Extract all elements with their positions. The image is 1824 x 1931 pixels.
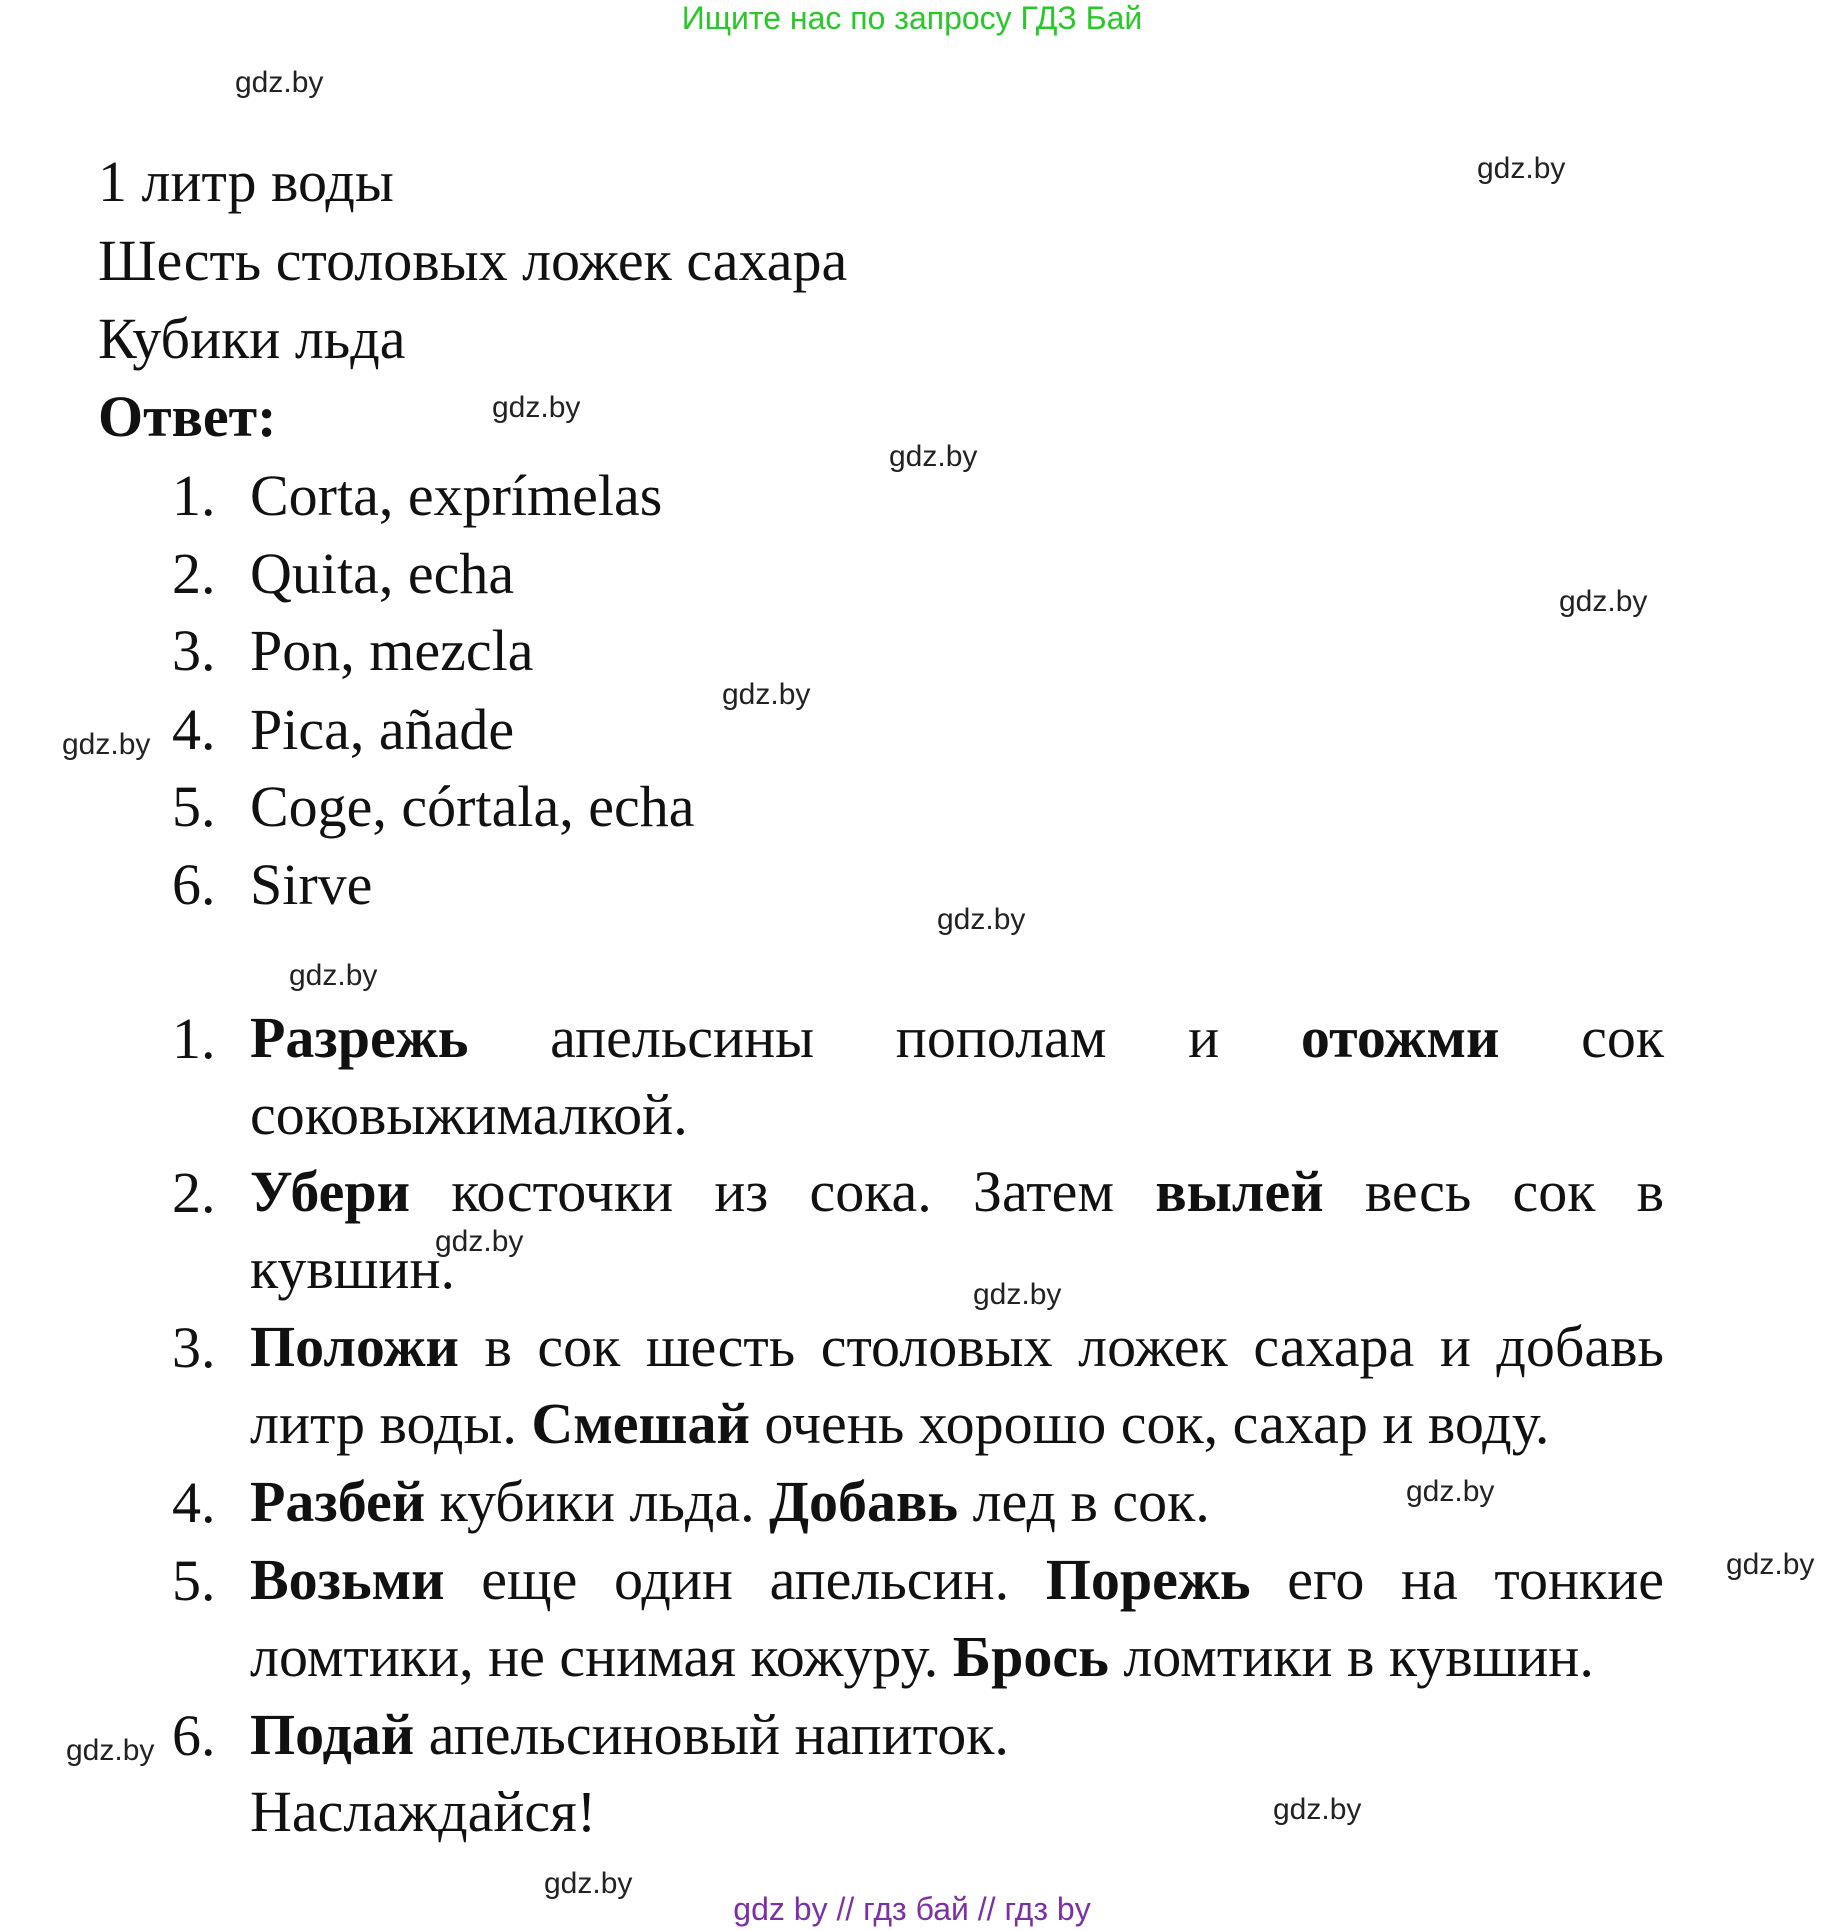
step-verb: Убери — [250, 1159, 411, 1224]
ingredient-water: 1 литр воды — [98, 149, 394, 214]
step-verb: Разрежь — [250, 1005, 469, 1070]
watermark: gdz.by — [289, 959, 378, 992]
short-answer-text: Pica, añade — [250, 697, 515, 762]
step-verb: вылей — [1155, 1159, 1324, 1224]
watermark: gdz.by — [492, 391, 581, 424]
step-verb: отожми — [1300, 1005, 1500, 1070]
step-number: 4. — [172, 1470, 216, 1535]
step-text: Убери косточки из сока. Затем вылей весь сок в кувшин. — [250, 1159, 1664, 1301]
ingredient-sugar: Шесть столовых ложек сахара — [98, 228, 848, 293]
short-answer-number: 6. — [172, 852, 216, 917]
short-answer-number: 4. — [172, 697, 216, 762]
step-text: Возьми еще один апельсин. Порежь его на тонкие ломтики, не снимая кожуру. Брось ломтики в кувшин. — [250, 1547, 1665, 1689]
watermark: gdz.by — [722, 678, 811, 711]
site-banner: Ищите нас по запросу ГДЗ Бай — [681, 0, 1143, 36]
watermark: gdz.by — [435, 1225, 524, 1258]
watermark: gdz.by — [66, 1734, 155, 1767]
watermark: gdz.by — [62, 728, 151, 761]
answer-heading: Ответ: — [98, 384, 277, 449]
watermark: gdz.by — [1406, 1475, 1495, 1508]
step-number: 6. — [172, 1703, 216, 1768]
step-verb: Порежь — [1045, 1547, 1251, 1612]
step-text: Разрежь апельсины пополам и отожми сок соковыжималкой. — [250, 1005, 1665, 1147]
step-text: Положи в сок шесть столовых ложек сахара и добавь литр воды. Смешай очень хорошо сок, сахар и воду. — [250, 1314, 1664, 1456]
watermark: gdz.by — [235, 66, 324, 99]
short-answer-text: Pon, mezcla — [250, 618, 534, 683]
step-number: 3. — [172, 1315, 216, 1380]
step-text: Разбей кубики льда. Добавь лед в сок. — [250, 1469, 1210, 1534]
short-answer-number: 3. — [172, 618, 216, 683]
watermark: gdz.by — [1273, 1793, 1362, 1826]
step-number: 1. — [172, 1006, 216, 1071]
watermark: gdz.by — [889, 440, 978, 473]
short-answer-text: Coge, córtala, echa — [250, 774, 695, 839]
watermark: gdz.by — [937, 903, 1026, 936]
short-answer-text: Corta, exprímelas — [250, 463, 663, 528]
closing-line: Наслаждайся! — [250, 1779, 597, 1844]
step-verb: Разбей — [250, 1469, 426, 1534]
watermark: gdz.by — [1477, 152, 1566, 185]
watermark: gdz.by — [1726, 1548, 1815, 1581]
short-answer-text: Quita, echa — [250, 541, 515, 606]
step-verb: Смешай — [531, 1391, 750, 1456]
step-text: Подай апельсиновый напиток. Наслаждайся! — [250, 1702, 1009, 1844]
step-verb: Положи — [250, 1314, 459, 1379]
watermark: gdz.by — [973, 1278, 1062, 1311]
step-verb: Подай — [250, 1702, 415, 1767]
short-answer-text: Sirve — [250, 852, 373, 917]
short-answer-number: 1. — [172, 463, 216, 528]
watermark: gdz.by — [544, 1867, 633, 1900]
step-verb: Добавь — [769, 1469, 959, 1534]
step-number: 2. — [172, 1160, 216, 1225]
step-number: 5. — [172, 1548, 216, 1613]
short-answer-number: 2. — [172, 541, 216, 606]
watermark: gdz.by — [1559, 585, 1648, 618]
footer-links[interactable]: gdz by // гдз бай // гдз by — [733, 1891, 1091, 1927]
short-answer-number: 5. — [172, 774, 216, 839]
step-verb: Брось — [952, 1624, 1109, 1689]
ingredient-ice: Кубики льда — [98, 306, 406, 371]
step-verb: Возьми — [250, 1547, 445, 1612]
